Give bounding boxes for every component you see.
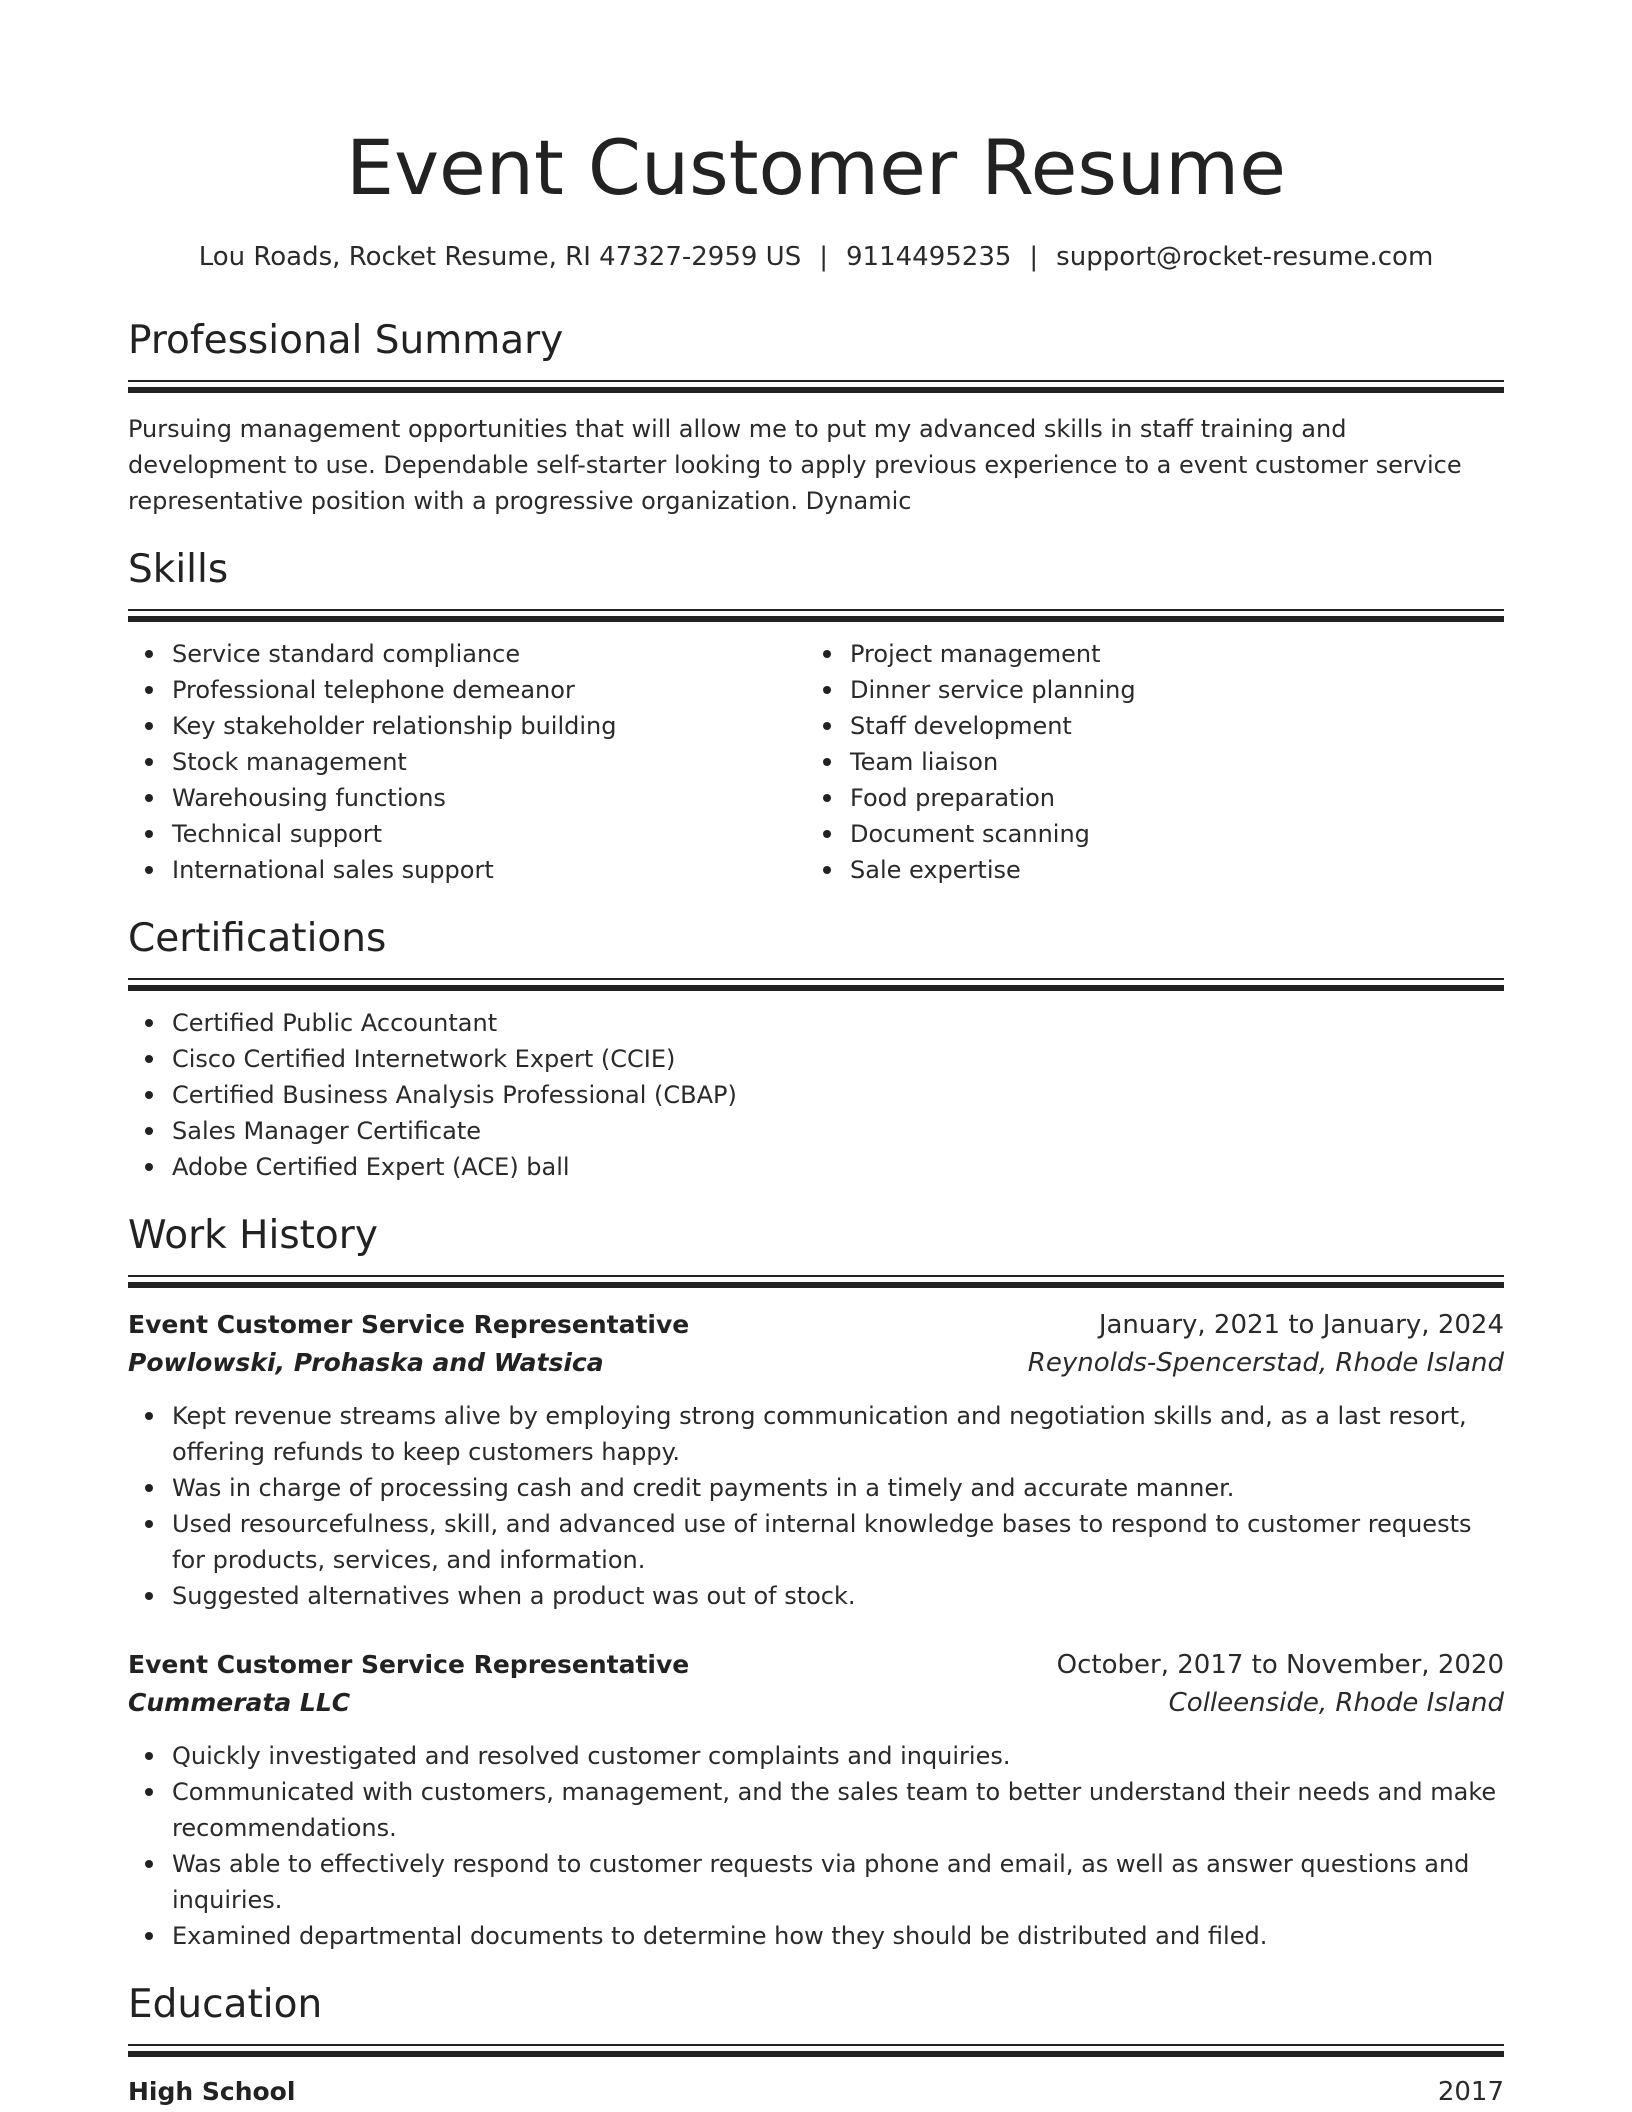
- contact-address: Lou Roads, Rocket Resume, RI 47327-2959 US: [198, 242, 802, 272]
- skills-heading: Skills: [128, 547, 229, 592]
- job-entry: [128, 1646, 1504, 1954]
- certification-item: Cisco Certified Internetwork Expert (CCIE): [172, 1041, 1504, 1077]
- job-company: Powlowski, Prohaska and Watsica: [128, 1348, 604, 1377]
- education-degree: High School: [128, 2077, 296, 2106]
- job-duty: Examined departmental documents to determine how they should be distributed and filed.: [172, 1918, 1504, 1954]
- contact-line: [128, 240, 1504, 274]
- job-dates: October, 2017 to November, 2020: [1056, 1650, 1504, 1680]
- job-header-row: [128, 1306, 1504, 1344]
- skill-item: Document scanning: [850, 816, 1484, 852]
- education-year: 2017: [1437, 2077, 1504, 2107]
- job-entry: [128, 1306, 1504, 1614]
- job-duties-list: [128, 1738, 1504, 1954]
- skill-item: Stock management: [172, 744, 806, 780]
- section-rule-thick: [128, 2051, 1504, 2057]
- section-rule: [128, 609, 1504, 611]
- summary-section: [128, 316, 1504, 519]
- skill-item: Service standard compliance: [172, 636, 806, 672]
- skills-right-column: [806, 622, 1484, 888]
- skill-item: Key stakeholder relationship building: [172, 708, 806, 744]
- certifications-heading: Certifications: [128, 916, 387, 961]
- job-dates: January, 2021 to January, 2024: [1098, 1310, 1504, 1340]
- resume-title: Event Customer Resume: [346, 123, 1286, 212]
- skill-item: Professional telephone demeanor: [172, 672, 806, 708]
- skill-item: Dinner service planning: [850, 672, 1484, 708]
- section-rule: [128, 1275, 1504, 1277]
- work-history-section: [128, 1211, 1504, 1954]
- job-header-row: [128, 1646, 1504, 1684]
- certification-item: Certified Business Analysis Professional (CBAP): [172, 1077, 1504, 1113]
- job-duty: Quickly investigated and resolved customer complaints and inquiries.: [172, 1738, 1504, 1774]
- job-title: Event Customer Service Representative: [128, 1650, 690, 1679]
- certification-item: Sales Manager Certificate: [172, 1113, 1504, 1149]
- certification-item: Certified Public Accountant: [172, 1005, 1504, 1041]
- section-rule: [128, 380, 1504, 382]
- job-duty: Used resourcefulness, skill, and advanced use of internal knowledge bases to respond to customer requests for products, services, and information.: [172, 1506, 1504, 1578]
- job-company-row: [128, 1684, 1504, 1722]
- education-heading: Education: [128, 1982, 323, 2027]
- skills-left-list: [128, 636, 806, 888]
- summary-heading: Professional Summary: [128, 318, 564, 363]
- contact-phone: 9114495235: [845, 242, 1012, 272]
- contact-separator: |: [1029, 242, 1039, 272]
- skills-section: [128, 545, 1504, 888]
- contact-email: support@rocket-resume.com: [1056, 242, 1434, 272]
- section-rule-thick: [128, 985, 1504, 991]
- section-rule-thick: [128, 387, 1504, 393]
- job-title: Event Customer Service Representative: [128, 1310, 690, 1339]
- skills-left-column: [128, 622, 806, 888]
- skill-item: Technical support: [172, 816, 806, 852]
- education-section: [128, 1980, 1504, 2111]
- certifications-section: [128, 914, 1504, 1185]
- skills-right-list: [806, 636, 1484, 888]
- job-location: Colleenside, Rhode Island: [1168, 1688, 1504, 1718]
- education-entry: [128, 2073, 1504, 2111]
- skill-item: Team liaison: [850, 744, 1484, 780]
- job-location: Reynolds-Spencerstad, Rhode Island: [1027, 1348, 1504, 1378]
- job-duty: Communicated with customers, management, and the sales team to better understand their needs and make recommendations.: [172, 1774, 1504, 1846]
- certification-item: Adobe Certified Expert (ACE) ball: [172, 1149, 1504, 1185]
- job-duty: Kept revenue streams alive by employing strong communication and negotiation skills and, as a last resort, offering refunds to keep customers happy.: [172, 1398, 1504, 1470]
- job-company: Cummerata LLC: [128, 1688, 351, 1717]
- job-duties-list: [128, 1398, 1504, 1614]
- skill-item: International sales support: [172, 852, 806, 888]
- section-rule-thick: [128, 1282, 1504, 1288]
- job-company-row: [128, 1344, 1504, 1382]
- certifications-list: [128, 1005, 1504, 1185]
- summary-text: Pursuing management opportunities that will allow me to put my advanced skills in staff training and development to use. Dependable self-starter looking to apply previous experience to a event customer service representative position with a progressive organization. Dynamic: [128, 415, 1462, 515]
- job-duty: Was able to effectively respond to customer requests via phone and email, as well as answer questions and inquiries.: [172, 1846, 1504, 1918]
- work-history-heading: Work History: [128, 1213, 378, 1258]
- skill-item: Food preparation: [850, 780, 1484, 816]
- job-duty: Suggested alternatives when a product was out of stock.: [172, 1578, 1504, 1614]
- skill-item: Project management: [850, 636, 1484, 672]
- contact-separator: |: [819, 242, 828, 272]
- skills-columns: [128, 622, 1504, 888]
- section-rule: [128, 2044, 1504, 2046]
- job-duty: Was in charge of processing cash and credit payments in a timely and accurate manner.: [172, 1470, 1504, 1506]
- skill-item: Sale expertise: [850, 852, 1484, 888]
- skill-item: Warehousing functions: [172, 780, 806, 816]
- section-rule: [128, 978, 1504, 980]
- resume-page: [128, 0, 1504, 2111]
- skill-item: Staff development: [850, 708, 1484, 744]
